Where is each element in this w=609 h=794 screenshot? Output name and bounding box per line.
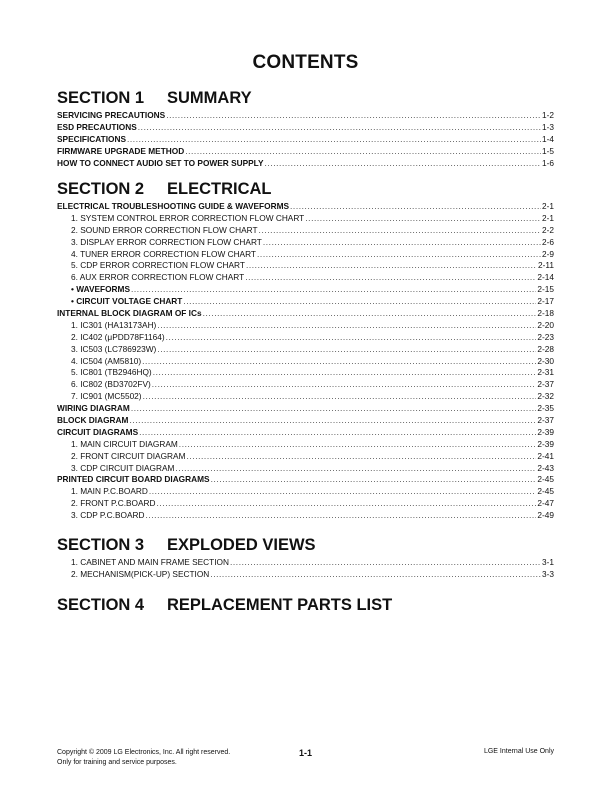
toc-entry-page: 2-17	[537, 296, 554, 307]
toc-entry[interactable]	[57, 403, 554, 415]
dot-leader	[129, 415, 536, 427]
toc-entry-label: 5. IC801 (TB2946HQ)	[71, 367, 152, 378]
toc-entry-label: 5. CDP ERROR CORRECTION FLOW CHART	[71, 260, 245, 271]
toc-entry[interactable]	[57, 201, 554, 213]
section	[57, 87, 554, 169]
toc-entry-label: 3. CDP P.C.BOARD	[71, 510, 145, 521]
toc-entry[interactable]	[57, 569, 554, 581]
dot-leader	[157, 498, 537, 510]
toc-entry-label: SERVICING PRECAUTIONS	[57, 110, 166, 120]
section-heading	[57, 534, 554, 556]
toc-entry-page: 1-3	[542, 121, 554, 132]
toc-entry[interactable]	[57, 332, 554, 344]
dot-leader	[305, 213, 541, 225]
toc-entry-label: 1. SYSTEM CONTROL ERROR CORRECTION FLOW CHART	[71, 212, 305, 223]
toc-entry[interactable]	[57, 134, 554, 146]
dot-leader	[263, 237, 541, 249]
dot-leader	[185, 146, 541, 158]
section-heading	[57, 178, 554, 200]
toc-list	[57, 201, 554, 522]
toc-entry-page: 1-6	[542, 157, 554, 168]
toc-entry-page: 1-4	[542, 133, 554, 144]
toc-entry-page: 1-2	[542, 110, 554, 120]
toc-entry-page: 2-9	[542, 248, 554, 259]
toc-entry-label: 7. IC901 (MC5502)	[71, 391, 142, 402]
dot-leader	[290, 201, 541, 213]
toc-entry[interactable]	[57, 379, 554, 391]
dot-leader	[139, 427, 536, 439]
dot-leader	[127, 134, 541, 146]
dot-leader	[153, 367, 537, 379]
toc-entry[interactable]	[57, 486, 554, 498]
dot-leader	[259, 225, 541, 237]
toc-entry-page: 2-45	[537, 474, 554, 485]
toc-entry-page: 2-43	[537, 462, 554, 473]
toc-entry[interactable]	[57, 344, 554, 356]
dot-leader	[210, 569, 541, 581]
section-number: SECTION 3	[57, 536, 145, 554]
toc-entry-page: 2-1	[542, 212, 554, 223]
section-name: SUMMARY	[167, 89, 252, 107]
toc-entry[interactable]	[57, 391, 554, 403]
toc-entry[interactable]	[57, 356, 554, 368]
copyright-text: Copyright © 2009 LG Electronics, Inc. All right reserved.	[57, 749, 231, 756]
dot-leader	[166, 332, 537, 344]
dot-leader	[166, 110, 541, 122]
toc-list	[57, 557, 554, 581]
toc-entry[interactable]	[57, 249, 554, 261]
toc-entry-page: 2-47	[537, 498, 554, 509]
toc-entry[interactable]	[57, 510, 554, 522]
dot-leader	[257, 249, 541, 261]
toc-entry-label: 2. IC402 (μPDD78F1164)	[71, 331, 165, 342]
toc-entry-page: 1-5	[542, 145, 554, 156]
toc-entry-label: WIRING DIAGRAM	[57, 403, 130, 414]
dot-leader	[143, 391, 537, 403]
toc-entry-page: 2-39	[537, 438, 554, 449]
dot-leader	[152, 379, 537, 391]
toc-entry-label: • WAVEFORMS	[71, 284, 130, 295]
training-text: Only for training and service purposes.	[57, 759, 177, 766]
toc-entry-label: PRINTED CIRCUIT BOARD DIAGRAMS	[57, 474, 210, 485]
toc-entry[interactable]	[57, 308, 554, 320]
toc-entry[interactable]	[57, 260, 554, 272]
section-number: SECTION 1	[57, 89, 145, 107]
dot-leader	[157, 344, 536, 356]
dot-leader	[203, 308, 537, 320]
toc-entry[interactable]	[57, 237, 554, 249]
dot-leader	[138, 122, 541, 134]
toc-entry-label: 2. FRONT P.C.BOARD	[71, 498, 156, 509]
toc-entry-label: 1. CABINET AND MAIN FRAME SECTION	[71, 557, 229, 567]
section-heading	[57, 594, 554, 616]
toc-entry-label: 6. IC802 (BD3702FV)	[71, 379, 151, 390]
toc-entry-page: 2-20	[537, 319, 554, 330]
toc-entry-page: 2-31	[537, 367, 554, 378]
section-heading	[57, 87, 554, 109]
toc-entry-page: 2-45	[537, 486, 554, 497]
toc-entry[interactable]	[57, 463, 554, 475]
toc-entry-page: 2-41	[537, 450, 554, 461]
toc-entry-page: 2-49	[537, 510, 554, 521]
dot-leader	[131, 284, 536, 296]
dot-leader	[131, 403, 537, 415]
toc-entry-page: 2-15	[537, 284, 554, 295]
toc-entry[interactable]	[57, 415, 554, 427]
toc-entry-label: CIRCUIT DIAGRAMS	[57, 426, 139, 437]
toc-entry-label: • CIRCUIT VOLTAGE CHART	[71, 296, 183, 307]
toc-entry[interactable]	[57, 146, 554, 158]
internal-use-label: LGE Internal Use Only	[483, 748, 554, 755]
toc-entry-label: 1. IC301 (HA13173AH)	[71, 319, 157, 330]
toc-entry-label: ELECTRICAL TROUBLESHOOTING GUIDE & WAVEFORMS	[57, 201, 290, 211]
dot-leader	[186, 451, 536, 463]
toc-entry[interactable]	[57, 498, 554, 510]
dot-leader	[245, 272, 536, 284]
dot-leader	[149, 486, 537, 498]
dot-leader	[230, 557, 541, 569]
toc-entry-label: FIRMWARE UPGRADE METHOD	[57, 145, 185, 156]
toc-entry[interactable]	[57, 367, 554, 379]
toc-entry-page: 2-37	[537, 379, 554, 390]
dot-leader	[157, 320, 536, 332]
toc-entry-page: 3-1	[542, 557, 554, 567]
dot-leader	[175, 463, 536, 475]
dot-leader	[265, 158, 541, 170]
toc-entry[interactable]	[57, 427, 554, 439]
toc-entry[interactable]	[57, 451, 554, 463]
toc-entry-page: 2-14	[537, 272, 554, 283]
toc-entry-page: 2-6	[542, 236, 554, 247]
toc-entry[interactable]	[57, 557, 554, 569]
toc-entry-label: 2. MECHANISM(PICK-UP) SECTION	[71, 568, 210, 579]
dot-leader	[179, 439, 537, 451]
dot-leader	[142, 356, 536, 368]
toc-entry-page: 2-2	[542, 224, 554, 235]
section	[57, 534, 554, 581]
toc-list	[57, 110, 554, 169]
section	[57, 594, 554, 617]
toc-entry[interactable]	[57, 158, 554, 170]
toc-entry[interactable]	[57, 122, 554, 134]
toc-entry[interactable]	[57, 296, 554, 308]
section-number: SECTION 4	[57, 596, 145, 614]
toc-entry-label: SPECIFICATIONS	[57, 133, 126, 144]
dot-leader	[183, 296, 536, 308]
section-number: SECTION 2	[57, 180, 145, 198]
toc-entry-label: 2. SOUND ERROR CORRECTION FLOW CHART	[71, 224, 258, 235]
toc-entry-label: 6. AUX ERROR CORRECTION FLOW CHART	[71, 272, 245, 283]
toc-entry-label: HOW TO CONNECT AUDIO SET TO POWER SUPPLY	[57, 157, 264, 168]
toc-entry[interactable]	[57, 284, 554, 296]
toc-entry-page: 2-32	[537, 391, 554, 402]
toc-entry-page: 2-23	[537, 331, 554, 342]
toc-entry-label: 4. TUNER ERROR CORRECTION FLOW CHART	[71, 248, 257, 259]
section-name: REPLACEMENT PARTS LIST	[167, 596, 393, 614]
toc-entry-page: 2-39	[537, 426, 554, 437]
toc-entry-page: 2-18	[537, 308, 554, 319]
page-number: 1-1	[298, 748, 312, 758]
toc-entry-label: 1. MAIN CIRCUIT DIAGRAM	[71, 438, 178, 449]
toc-entry-label: ESD PRECAUTIONS	[57, 121, 137, 132]
dot-leader	[145, 510, 536, 522]
toc-entry-page: 2-11	[538, 260, 554, 271]
dot-leader	[211, 474, 537, 486]
toc-entry[interactable]	[57, 110, 554, 122]
toc-entry[interactable]	[57, 225, 554, 237]
toc-entry[interactable]	[57, 213, 554, 225]
toc-entry[interactable]	[57, 320, 554, 332]
page-title: CONTENTS	[252, 52, 359, 73]
section-name: ELECTRICAL	[167, 180, 272, 198]
toc-entry-label: 2. FRONT CIRCUIT DIAGRAM	[71, 450, 186, 461]
toc-entry-label: 4. IC504 (AM5810)	[71, 355, 142, 366]
toc-entry-page: 2-30	[537, 355, 554, 366]
toc-entry-label: 3. CDP CIRCUIT DIAGRAM	[71, 462, 175, 473]
toc-entry-page: 2-35	[537, 403, 554, 414]
toc-entry-label: BLOCK DIAGRAM	[57, 415, 129, 426]
toc-entry[interactable]	[57, 439, 554, 451]
toc-entry-label: 3. DISPLAY ERROR CORRECTION FLOW CHART	[71, 236, 262, 247]
toc-entry-page: 3-3	[542, 568, 554, 579]
toc-entry-page: 2-37	[537, 415, 554, 426]
toc-entry-page: 2-28	[537, 343, 554, 354]
dot-leader	[246, 260, 537, 272]
toc-entry-label: 1. MAIN P.C.BOARD	[71, 486, 148, 497]
toc-entry-label: 3. IC503 (LC786923W)	[71, 343, 157, 354]
toc-entry-page: 2-1	[542, 201, 554, 211]
section	[57, 178, 554, 522]
toc-entry[interactable]	[57, 474, 554, 486]
section-name: EXPLODED VIEWS	[167, 536, 316, 554]
toc-entry[interactable]	[57, 272, 554, 284]
toc-entry-label: INTERNAL BLOCK DIAGRAM OF ICs	[57, 308, 202, 319]
